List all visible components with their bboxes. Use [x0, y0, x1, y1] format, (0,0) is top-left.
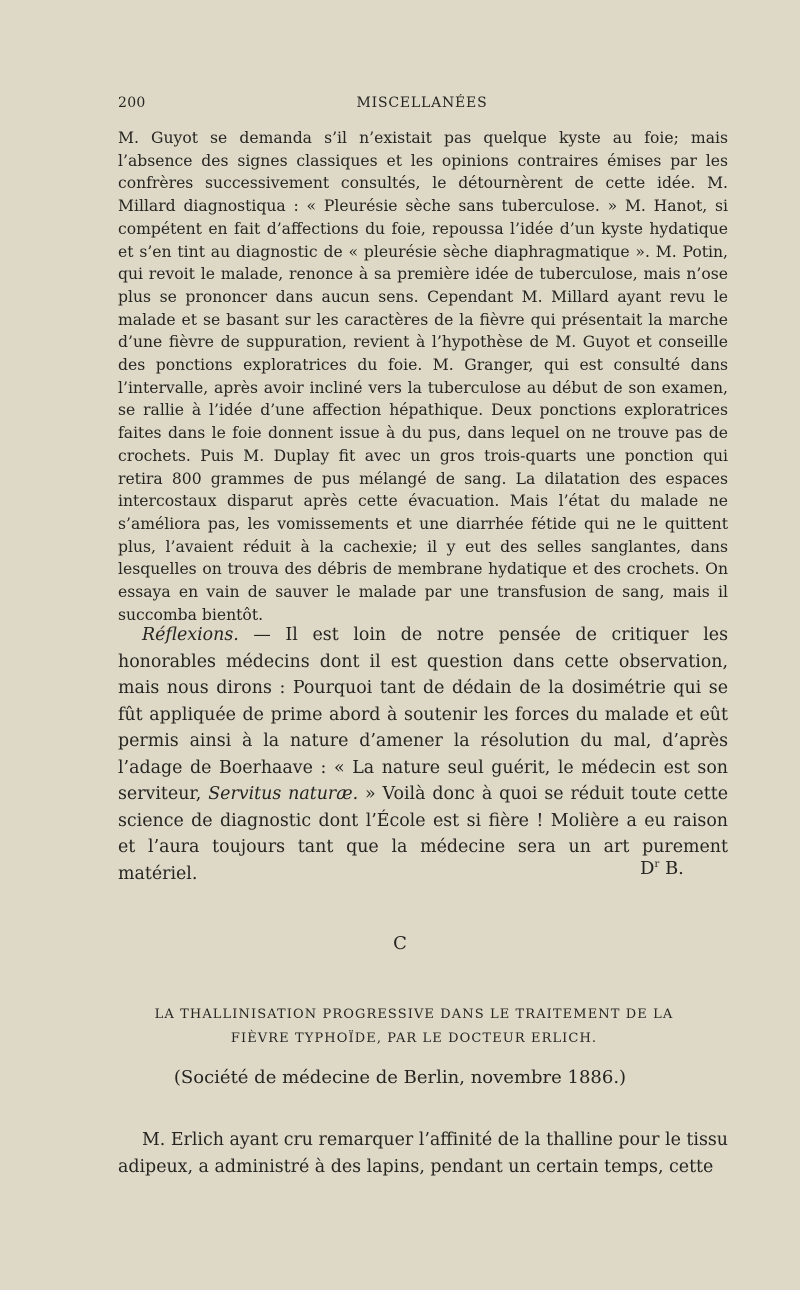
- signature-name: B.: [659, 858, 684, 879]
- paragraph-case-history: M. Guyot se demanda s’il n’existait pas quelque kyste au foie; mais l’absence des signes classiques et les opinions contraires émises par les confrères successivement consultés, le détournèrent de cette idée. M. Millard diagnostiqua : « Pleurésie sèche sans tuberculose. » M. Hanot, si compétent en fait d’affections du foie, repoussa l’idée d’un kyste hydatique et s’en tint au diagnostic de « pleurésie sèche diaphragmatique ». M. Potin, qui revoit le malade, renonce à sa première idée de tuberculose, mais n’ose plus se prononcer dans aucun sens. Cependant M. Millard ayant revu le malade et se basant sur les caractères de la fièvre qui présentait la marche d’une fièvre de suppuration, revient à l’hypothèse de M. Guyot et conseille des ponctions exploratrices du foie. M. Granger, qui est consulté dans l’intervalle, après avoir incliné vers la tuberculose au début de son examen, se rallie à l’idée d’une affection hépathique. Deux ponctions exploratrices faites dans le foie donnent issue à du pus, dans lequel on ne trouve pas de crochets. Puis M. Duplay fit avec un gros trois-quarts une ponction qui retira 800 grammes de pus mélangé de sang. La dilatation des espaces intercostaux disparut après cette évacuation. Mais l’état du malade ne s’améliora pas, les vomissements et une diarrhée fétide qui ne le quittent plus, l’avaient réduit à la cachexie; il y eut des selles sanglantes, dans lesquelles on trouva des débris de membrane hydatique et des crochets. On essaya en vain de sauver le malade par une transfusion de sang, mais il succomba bientôt.: [118, 129, 728, 624]
- reflexions-text-1: — Il est loin de notre pensée de critiquer les honorables médecins dont il est question dans cette observation, mais nous dirons : Pourquoi tant de dédain de la dosimétrie qui se fût appliquée de prime abord à soutenir les forces du malade et eût permis ainsi à la nature d’amener la résolution du mal, d’après l’adage de Boerhaave : « La nature seul guérit, le médecin est son serviteur,: [118, 625, 728, 804]
- running-title: MISCELLANÉES: [356, 95, 488, 111]
- signature-prefix: D: [640, 858, 655, 879]
- latin-phrase: Servitus naturæ.: [208, 784, 359, 804]
- article-title: LA THALLINISATION PROGRESSIVE DANS LE TRAITEMENT DE LA FIÈVRE TYPHOÏDE, PAR LE DOCTEUR ERLICH.: [154, 1007, 674, 1046]
- section-letter: C: [393, 933, 407, 954]
- reflexions-lead: Réflexions.: [142, 625, 239, 645]
- page-number: 200: [118, 95, 146, 111]
- signature-sup: r: [654, 859, 660, 870]
- article-source: (Société de médecine de Berlin, novembre 1886.): [173, 1067, 627, 1088]
- author-signature: [640, 858, 684, 879]
- paragraph-reflexions: [118, 622, 728, 887]
- reflexions-text-2: » Voilà donc à quoi se réduit toute cette science de diagnostic dont l’École est si fière ! Molière a eu raison et l’aura toujours tant que la médecine sera un art purement matériel.: [118, 784, 728, 884]
- paragraph-erlich: M. Erlich ayant cru remarquer l’affinité de la thalline pour le tissu adipeux, a administré à des lapins, pendant un certain temps, cette: [118, 1130, 729, 1177]
